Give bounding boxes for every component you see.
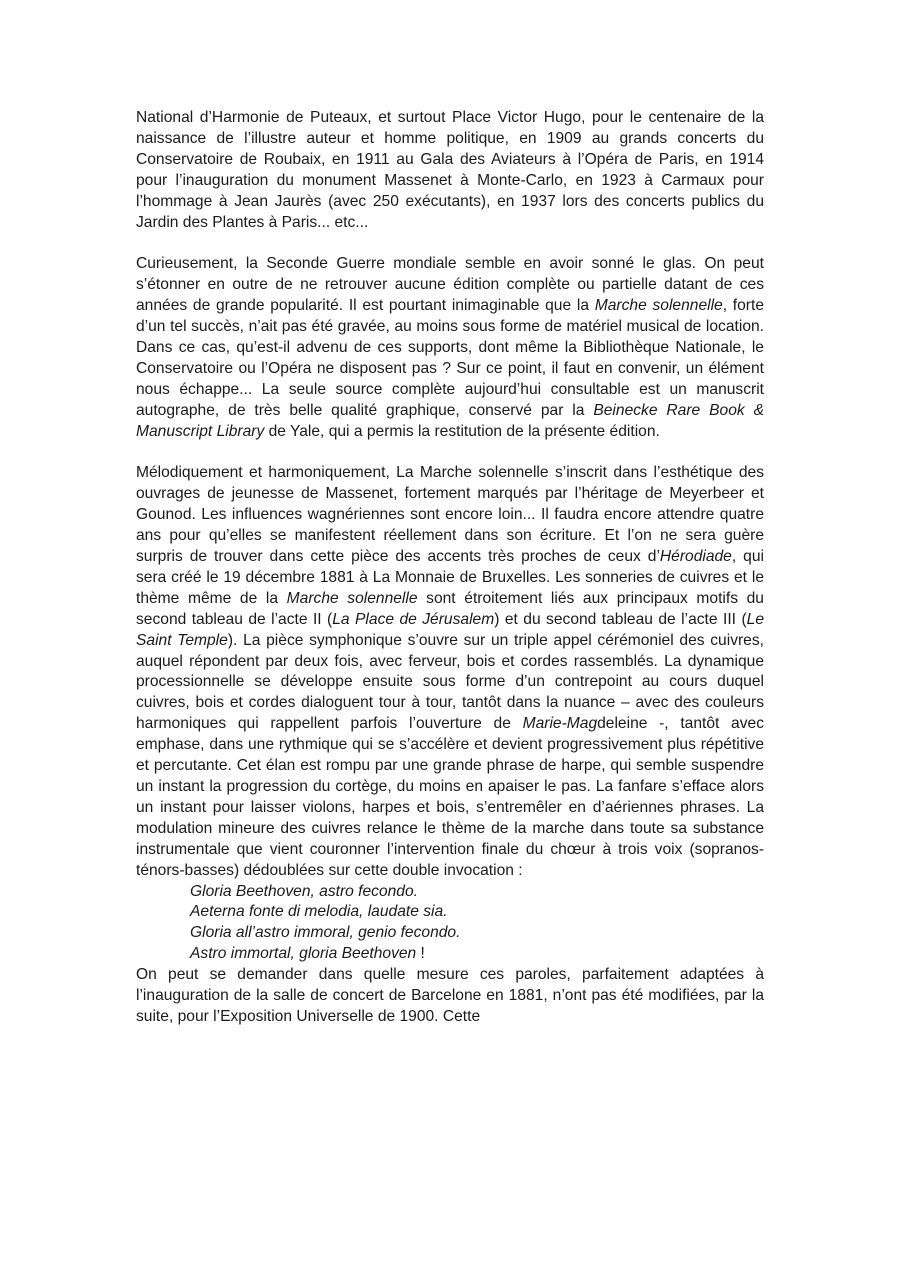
verse-line: Aeterna fonte di melodia, laudate sia.: [190, 903, 448, 921]
work-title-herodiade: Hérodiade: [659, 548, 732, 565]
paragraph-performances-text: National d’Harmonie de Puteaux, et surtout Place Victor Hugo, pour le centenaire de la naissance de l’illustre auteur et homme politique, en 1909 au grands concerts du Conservatoire de Roubaix, en 1911 au Gala des Aviateurs à l’Opéra de Paris, en 1914 pour l’inauguration du monument Massenet à Monte-Carlo, en 1923 à Carmaux pour l’hommage à Jean Jaurès (avec 250 exécutants), en 1937 lors des concerts publics du Jardin des Plantes à Paris... etc...: [136, 109, 764, 231]
paragraph-lyrics-question-text: On peut se demander dans quelle mesure ces paroles, parfaitement adaptées à l’inauguration de la salle de concert de Barcelone en 1881, n’ont pas été modifiées, par la suite, pour l’Exposition Universelle de 1900. Cette: [136, 966, 764, 1025]
text-run: , forte d’un tel succès, n’ait pas été gravée, au moins sous forme de matériel musical de location. Dans ce cas, qu’est-il advenu de ces supports, dont même la Bibliothèque Nationale, le Conservatoire ou l’Opéra ne disposent pas ? Sur ce point, il faut en convenir, un élément nous échappe... La seule source complète aujourd’hui consultable est un manuscrit autographe, de très belle qualité graphique, conservé par la: [136, 297, 765, 419]
library-name: Beinecke Rare Book & Manuscript Library: [136, 401, 764, 440]
verse-line: Gloria all’astro immoral, genio fecondo.: [190, 924, 461, 942]
paragraph-gap: [136, 442, 764, 463]
work-title-marche-solennelle: Marche solennelle: [594, 297, 723, 315]
paragraph-second-world-war: [136, 254, 764, 442]
text-run: sont étroitement liés aux principaux motifs du second tableau de l’acte II (: [136, 589, 764, 628]
text-run: , qui sera créé le 19 décembre 1881 à La Monnaie de Bruxelles. Les sonneries de cuivres et le thème même de la: [136, 548, 764, 607]
text-run: deleine -, tantôt avec emphase, dans une rythmique qui se s’accélère et devient progressivement plus répétitive et percutante. Cet élan est rompu par une grande phrase de harpe, qui semble suspendre un instant la progression du cortège, du moins en apaiser le pas. La fanfare s’efface alors un instant pour laisser violons, harpes et bois, s’entremêler en d’aériennes phrases. La modulation mineure des cuivres relance le thème de la marche dans toute sa substance instrumentale que vient couronner l’intervention finale du chœur à trois voix (sopranos-ténors-basses) dédoublées sur cette double invocation :: [136, 715, 764, 879]
paragraph-lyrics-question: [136, 965, 764, 1028]
tableau-title-saint-temple: Le Saint Temple: [136, 610, 764, 649]
verse-exclamation: !: [416, 945, 425, 963]
verse-line: Gloria Beethoven, astro fecondo.: [190, 882, 418, 900]
text-run: de Yale, qui a permis la restitution de la présente édition.: [264, 422, 660, 440]
text-run: ). La pièce symphonique s’ouvre sur un triple appel cérémoniel des cuivres, auquel répondent par deux fois, avec ferveur, bois et cordes rassemblés. La dynamique processionnelle se développe ensuite sous forme d’un contrepoint au cours duquel cuivres, bois et cordes dialoguent tour à tour, tantôt dans la nuance – avec des couleurs harmoniques qui rappellent parfois l’ouverture de: [136, 631, 764, 733]
tableau-title-place-jerusalem: La Place de Jérusalem: [332, 610, 495, 628]
text-run: Mélodiquement et harmoniquement, La Marche solennelle s’inscrit dans l’esthétique des ouvrages de jeunesse de Massenet, fortement marqués par l’héritage de Meyerbeer et Gounod. Les influences wagnériennes sont encore loin... Il faudra encore attendre quatre ans pour qu’elles se manifestent réellement dans son écriture. Et l’on ne sera guère surpris de trouver dans cette pièce des accents très proches de ceux d’: [136, 464, 764, 565]
work-title-marie-magdeleine: Marie-Mag: [522, 715, 598, 733]
verse-text: Astro immortal, gloria Beethoven: [190, 945, 417, 963]
work-title-marche-solennelle: Marche solennelle: [286, 589, 418, 607]
text-run: Curieusement, la Seconde Guerre mondiale semble en avoir sonné le glas. On peut s’étonner en outre de ne retrouver aucune édition complète ou partielle datant de ces années de grande popularité. Il est pourtant inimaginable que la: [136, 255, 764, 315]
paragraph-gap: [136, 233, 764, 254]
paragraph-performances: [136, 108, 764, 233]
invocation-verses: [136, 882, 764, 966]
document-page: [136, 108, 764, 1028]
paragraph-musical-analysis: [136, 463, 764, 881]
text-run: ) et du second tableau de l’acte III (: [494, 610, 747, 628]
verse-line-last: [136, 944, 764, 965]
